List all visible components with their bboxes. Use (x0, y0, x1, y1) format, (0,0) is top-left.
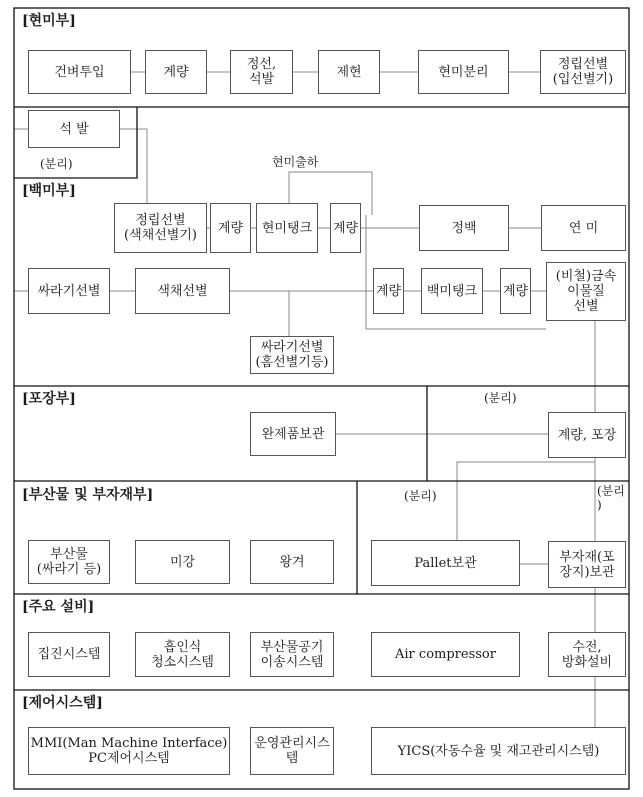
box-water-fire: 수전, 방화설비 (548, 632, 626, 677)
box-pallet-storage: Pallet보관 (371, 540, 520, 586)
box-metal-sorting: (비철)금속 이물질 선별 (546, 262, 626, 321)
box-brown-rice-tank: 현미탱크 (256, 203, 318, 253)
box-bran: 미강 (135, 540, 230, 584)
section-label-busan: [부산물 및 부자재부] (22, 487, 154, 503)
box-finished-storage: 완제품보관 (250, 412, 336, 456)
box-polishing: 정백 (419, 205, 509, 251)
box-stone: 석 발 (28, 110, 120, 148)
box-color-sorting: 색채선별 (135, 268, 230, 314)
box-weigh-2: 계량 (210, 203, 251, 253)
box-husk: 왕겨 (250, 540, 334, 584)
box-broken-sort-2: 싸라기선별 (홈선별기등) (250, 336, 334, 374)
section-label-equip: [주요 설비] (22, 599, 95, 615)
box-clean-stone: 정선, 석발 (230, 50, 293, 94)
note-split-4: (분리 ) (597, 484, 625, 512)
box-mmi-system: MMI(Man Machine Interface) PC제어시스템 (28, 727, 230, 775)
box-weigh-1: 계량 (145, 50, 207, 94)
box-separation: 현미분리 (418, 50, 509, 94)
note-split-1: (분리) (40, 157, 73, 171)
box-weigh-pack: 계량, 포장 (548, 412, 626, 458)
box-weigh-5: 계량 (500, 268, 531, 314)
box-polished-rice: 연 미 (541, 205, 626, 251)
box-color-grading: 정립선별 (색채선별기) (114, 203, 207, 253)
box-transport-system: 부산물공기 이송시스템 (250, 632, 334, 677)
section-label-hyunmi: [현미부] (22, 13, 76, 29)
box-material-storage: 부자재(포 장지)보관 (548, 541, 626, 588)
section-label-pojang: [포장부] (22, 391, 76, 407)
box-dust-system: 집진시스템 (28, 632, 110, 677)
box-suction-system: 흡인식 청소시스템 (135, 632, 230, 677)
note-export: 현미출하 (272, 155, 319, 169)
box-weigh-3: 계량 (330, 203, 361, 253)
section-label-control: [제어시스템] (22, 695, 103, 711)
box-input: 건벼투입 (28, 50, 131, 94)
note-split-3: (분리) (404, 489, 437, 503)
note-split-2: (분리) (484, 391, 517, 405)
box-yics-system: YICS(자동수율 및 재고관리시스템) (371, 727, 626, 775)
box-grading: 정립선별 (입선별기) (540, 50, 626, 94)
section-label-baekmi: [백미부] (22, 183, 76, 199)
box-white-rice-tank: 백미탱크 (421, 268, 483, 314)
box-byproduct: 부산물 (싸라기 등) (28, 540, 110, 584)
box-air-compressor: Air compressor (371, 632, 520, 677)
box-weigh-4: 계량 (373, 268, 404, 314)
box-operations-system: 운영관리시스 템 (250, 727, 334, 775)
box-broken-sort-1: 싸라기선별 (28, 268, 110, 314)
box-hulling: 제현 (318, 50, 380, 94)
